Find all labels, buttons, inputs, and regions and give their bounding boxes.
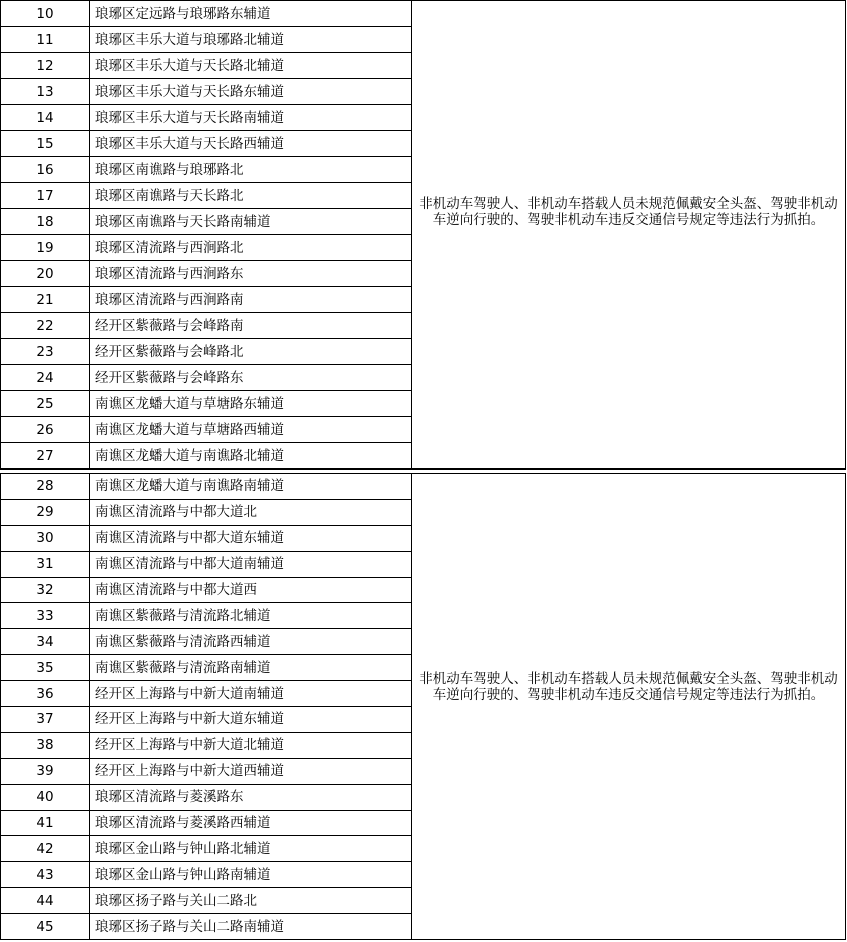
row-number-cell: 28	[1, 474, 90, 500]
row-number-cell: 29	[1, 499, 90, 525]
row-number-cell: 18	[1, 209, 90, 235]
location-table-block-1	[0, 0, 846, 469]
table-body-block-2	[1, 474, 846, 940]
row-number-cell: 26	[1, 417, 90, 443]
location-cell: 南谯区紫薇路与清流路南辅道	[90, 655, 412, 681]
location-cell: 南谯区清流路与中都大道西	[90, 577, 412, 603]
location-cell: 经开区紫薇路与会峰路东	[90, 365, 412, 391]
row-number-cell: 25	[1, 391, 90, 417]
location-cell: 琅琊区南谯路与琅琊路北	[90, 157, 412, 183]
violation-description-cell	[412, 1, 846, 469]
row-number-cell: 19	[1, 235, 90, 261]
location-cell: 南谯区龙蟠大道与南谯路北辅道	[90, 443, 412, 469]
row-number-cell: 43	[1, 862, 90, 888]
location-cell: 南谯区紫薇路与清流路北辅道	[90, 603, 412, 629]
row-number-cell: 17	[1, 183, 90, 209]
row-number-cell: 23	[1, 339, 90, 365]
row-number-cell: 31	[1, 551, 90, 577]
table-body-block-1	[1, 1, 846, 469]
location-cell: 琅琊区丰乐大道与天长路北辅道	[90, 53, 412, 79]
location-cell: 琅琊区丰乐大道与天长路南辅道	[90, 105, 412, 131]
row-number-cell: 11	[1, 27, 90, 53]
table-row	[1, 474, 846, 500]
location-cell: 琅琊区清流路与西涧路东	[90, 261, 412, 287]
row-number-cell: 40	[1, 784, 90, 810]
row-number-cell: 13	[1, 79, 90, 105]
row-number-cell: 34	[1, 629, 90, 655]
row-number-cell: 10	[1, 1, 90, 27]
row-number-cell: 21	[1, 287, 90, 313]
table-row	[1, 1, 846, 27]
location-cell: 经开区上海路与中新大道北辅道	[90, 732, 412, 758]
row-number-cell: 45	[1, 914, 90, 940]
row-number-cell: 32	[1, 577, 90, 603]
location-cell: 南谯区清流路与中都大道北	[90, 499, 412, 525]
location-cell: 琅琊区清流路与菱溪路东	[90, 784, 412, 810]
row-number-cell: 42	[1, 836, 90, 862]
location-cell: 南谯区清流路与中都大道南辅道	[90, 551, 412, 577]
violation-description-cell	[412, 474, 846, 940]
location-cell: 琅琊区扬子路与关山二路北	[90, 888, 412, 914]
row-number-cell: 22	[1, 313, 90, 339]
location-cell: 琅琊区扬子路与关山二路南辅道	[90, 914, 412, 940]
row-number-cell: 12	[1, 53, 90, 79]
row-number-cell: 14	[1, 105, 90, 131]
violation-description-text: 非机动车驾驶人、非机动车搭载人员未规范佩戴安全头盔、驾驶非机动车逆向行驶的、驾驶非机动车违反交通信号规定等违法行为抓拍。	[419, 196, 838, 228]
location-cell: 琅琊区金山路与钟山路北辅道	[90, 836, 412, 862]
violation-description-text: 非机动车驾驶人、非机动车搭载人员未规范佩戴安全头盔、驾驶非机动车逆向行驶的、驾驶非机动车违反交通信号规定等违法行为抓拍。	[419, 671, 838, 703]
location-cell: 琅琊区金山路与钟山路南辅道	[90, 862, 412, 888]
location-cell: 经开区上海路与中新大道西辅道	[90, 758, 412, 784]
location-cell: 南谯区龙蟠大道与南谯路南辅道	[90, 474, 412, 500]
location-cell: 南谯区龙蟠大道与草塘路东辅道	[90, 391, 412, 417]
location-cell: 琅琊区南谯路与天长路南辅道	[90, 209, 412, 235]
location-cell: 琅琊区丰乐大道与天长路西辅道	[90, 131, 412, 157]
location-cell: 南谯区龙蟠大道与草塘路西辅道	[90, 417, 412, 443]
row-number-cell: 36	[1, 681, 90, 707]
location-cell: 琅琊区丰乐大道与琅琊路北辅道	[90, 27, 412, 53]
row-number-cell: 24	[1, 365, 90, 391]
location-cell: 琅琊区清流路与西涧路北	[90, 235, 412, 261]
row-number-cell: 35	[1, 655, 90, 681]
row-number-cell: 27	[1, 443, 90, 469]
row-number-cell: 20	[1, 261, 90, 287]
location-cell: 琅琊区清流路与西涧路南	[90, 287, 412, 313]
location-cell: 琅琊区南谯路与天长路北	[90, 183, 412, 209]
location-cell: 琅琊区定远路与琅琊路东辅道	[90, 1, 412, 27]
location-cell: 琅琊区丰乐大道与天长路东辅道	[90, 79, 412, 105]
location-cell: 经开区紫薇路与会峰路南	[90, 313, 412, 339]
row-number-cell: 39	[1, 758, 90, 784]
row-number-cell: 38	[1, 732, 90, 758]
row-number-cell: 41	[1, 810, 90, 836]
location-cell: 经开区紫薇路与会峰路北	[90, 339, 412, 365]
location-cell: 经开区上海路与中新大道南辅道	[90, 681, 412, 707]
location-cell: 琅琊区清流路与菱溪路西辅道	[90, 810, 412, 836]
row-number-cell: 37	[1, 707, 90, 733]
row-number-cell: 44	[1, 888, 90, 914]
location-cell: 南谯区紫薇路与清流路西辅道	[90, 629, 412, 655]
row-number-cell: 16	[1, 157, 90, 183]
row-number-cell: 30	[1, 525, 90, 551]
row-number-cell: 33	[1, 603, 90, 629]
location-cell: 经开区上海路与中新大道东辅道	[90, 707, 412, 733]
row-number-cell: 15	[1, 131, 90, 157]
location-cell: 南谯区清流路与中都大道东辅道	[90, 525, 412, 551]
location-table-block-2	[0, 473, 846, 940]
